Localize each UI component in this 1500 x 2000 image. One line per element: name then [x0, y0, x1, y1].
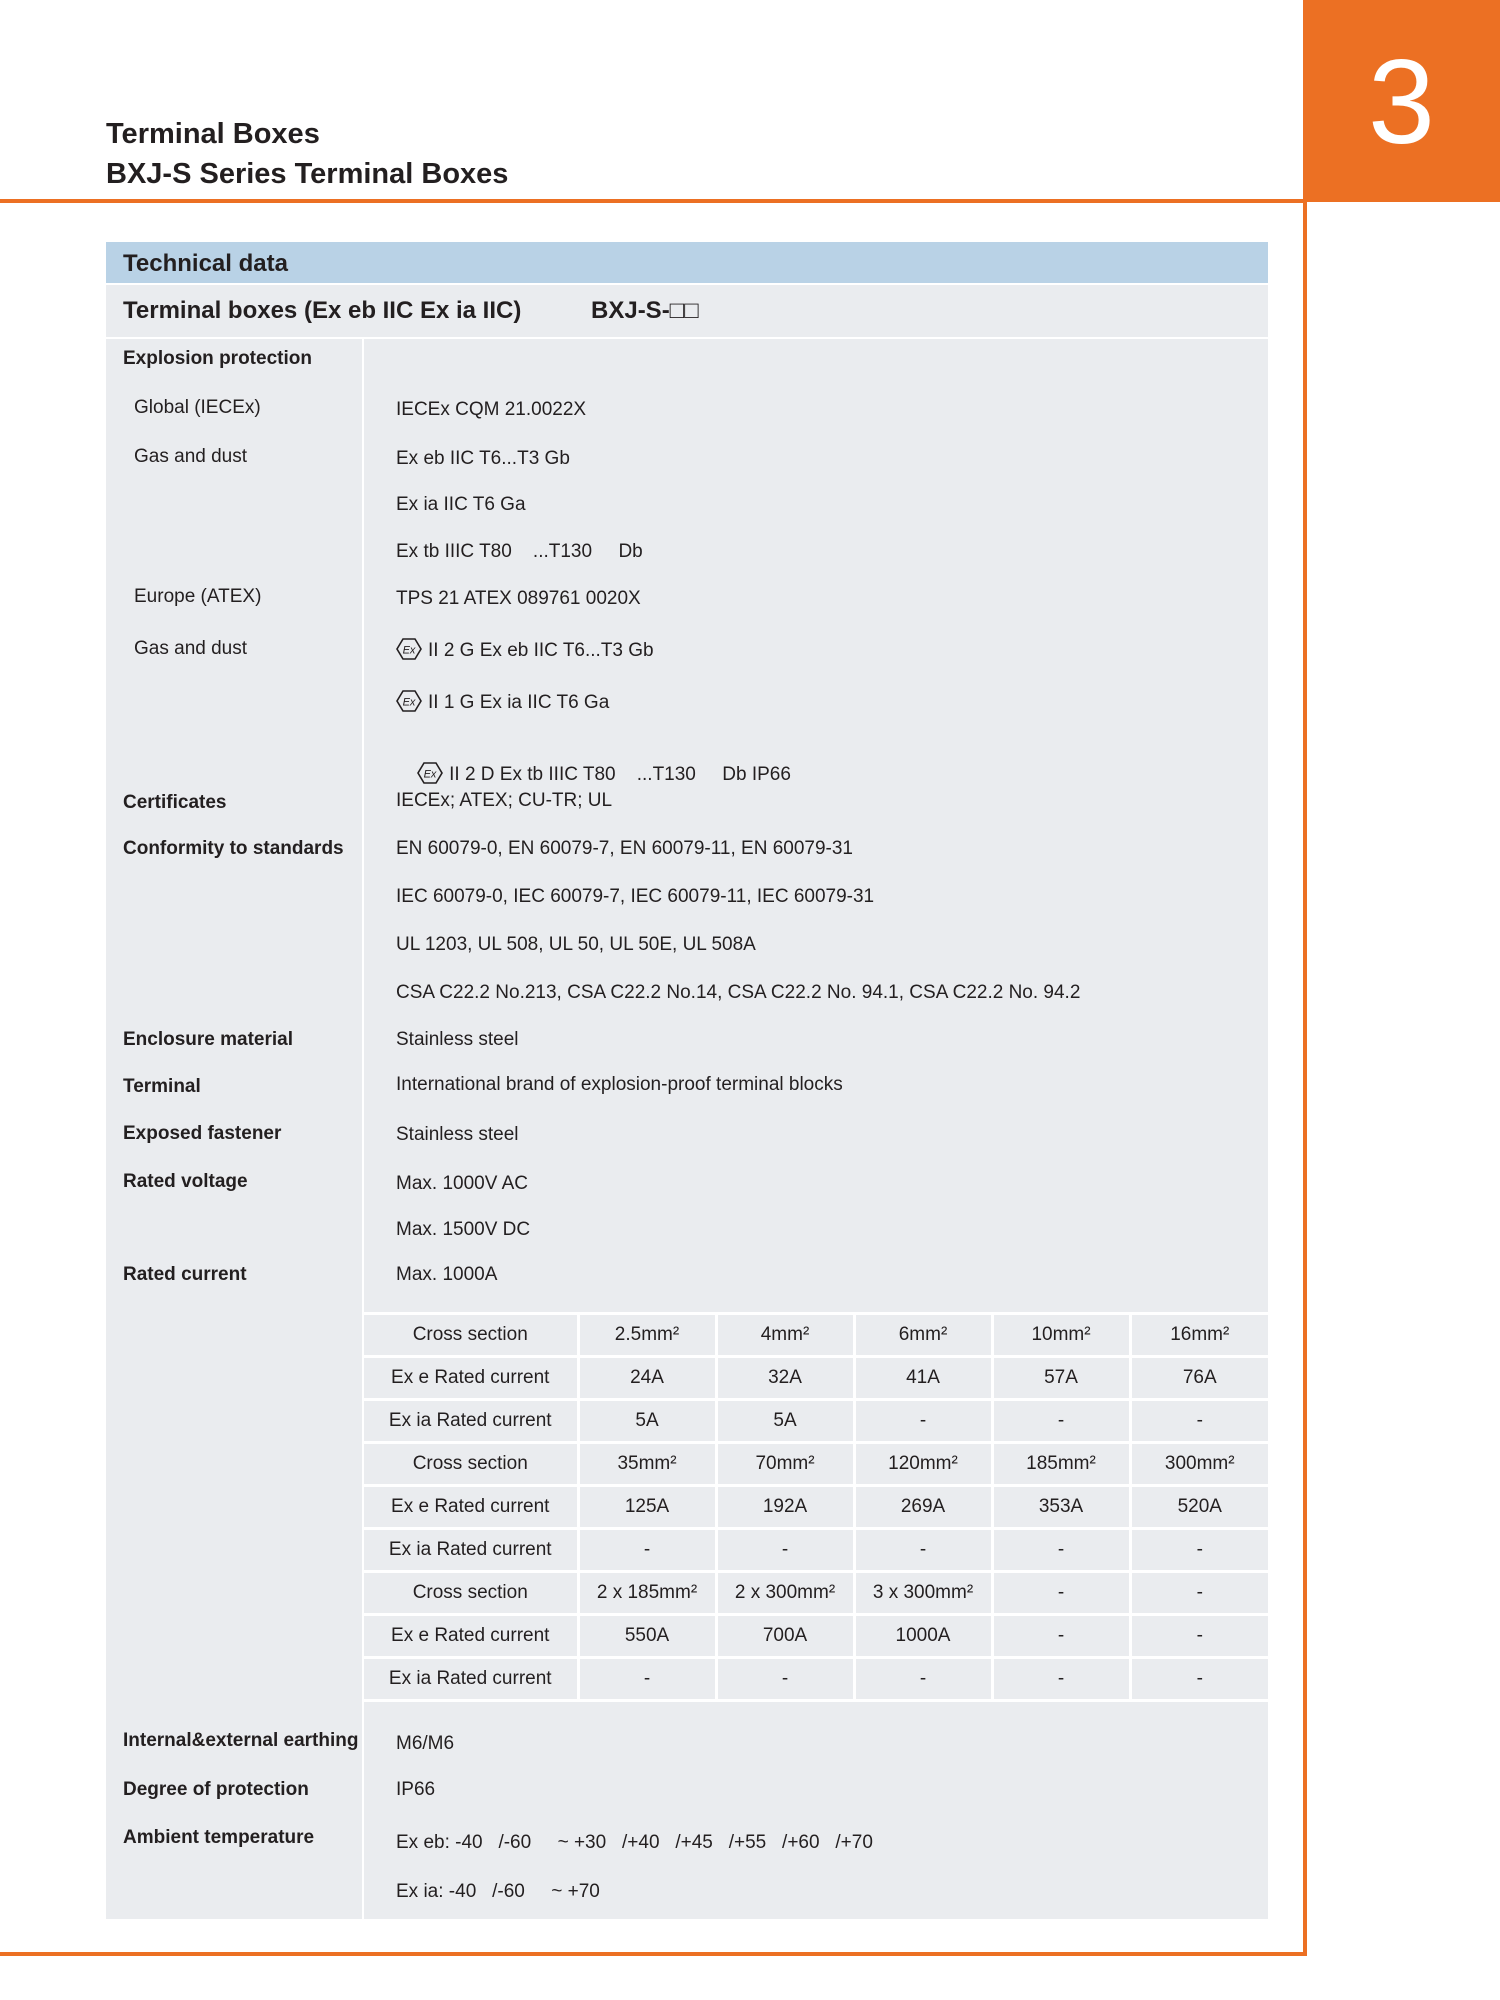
label-europe-atex: Europe (ATEX) — [134, 586, 262, 607]
table-row-header: Ex e Rated current — [364, 1615, 578, 1658]
table-cell: - — [854, 1658, 992, 1701]
value-iecex-certificate: IECEx CQM 21.0022X — [396, 399, 587, 420]
table-cell: - — [1130, 1400, 1268, 1443]
value-standard-ul: UL 1203, UL 508, UL 50, UL 50E, UL 508A — [396, 934, 756, 955]
ex-hexagon-icon — [396, 638, 422, 660]
table-cell: 185mm² — [992, 1443, 1130, 1486]
label-rated-voltage: Rated voltage — [123, 1171, 248, 1192]
label-degree-of-protection: Degree of protection — [123, 1779, 309, 1800]
technical-data-panel — [106, 242, 1268, 1919]
table-cell: 76A — [1130, 1357, 1268, 1400]
page-title-line2: BXJ-S Series Terminal Boxes — [106, 158, 509, 190]
table-cell: 6mm² — [854, 1314, 992, 1357]
table-cell: 5A — [716, 1400, 854, 1443]
table-cell: 2 x 300mm² — [716, 1572, 854, 1615]
table-row-header: Cross section — [364, 1572, 578, 1615]
table-cell: - — [992, 1615, 1130, 1658]
value-terminal: International brand of explosion-proof terminal blocks — [396, 1074, 843, 1095]
table-row — [364, 1572, 1268, 1615]
value-atex-marking-3: II 2 D Ex tb IIIC T80 ...T130 Db IP66 — [449, 764, 791, 785]
ex-hexagon-icon — [396, 690, 422, 712]
product-subheading: Terminal boxes (Ex eb IIC Ex ia IIC) — [123, 297, 522, 324]
value-exposed-fastener: Stainless steel — [396, 1124, 519, 1145]
table-row — [364, 1529, 1268, 1572]
table-cell: - — [578, 1529, 716, 1572]
table-cell: 1000A — [854, 1615, 992, 1658]
table-row — [364, 1658, 1268, 1701]
table-row — [364, 1615, 1268, 1658]
label-ambient-temperature: Ambient temperature — [123, 1827, 315, 1848]
table-row-header: Cross section — [364, 1443, 578, 1486]
product-subheading-band — [106, 285, 1268, 337]
technical-data-heading: Technical data — [123, 250, 288, 277]
table-row — [364, 1314, 1268, 1357]
atex-marking-2 — [396, 690, 609, 714]
table-row-header: Ex ia Rated current — [364, 1529, 578, 1572]
value-atex-certificate: TPS 21 ATEX 089761 0020X — [396, 588, 641, 609]
table-cell: 125A — [578, 1486, 716, 1529]
label-rated-current: Rated current — [123, 1264, 247, 1285]
table-row — [364, 1486, 1268, 1529]
value-standard-csa: CSA C22.2 No.213, CSA C22.2 No.14, CSA C22.2 No. 94.1, CSA C22.2 No. 94.2 — [396, 982, 1081, 1003]
label-certificates: Certificates — [123, 792, 227, 813]
technical-data-heading-band — [106, 242, 1268, 283]
value-certificates: IECEx; ATEX; CU-TR; UL — [396, 790, 613, 811]
table-cell: 3 x 300mm² — [854, 1572, 992, 1615]
value-iecex-marking-1: Ex eb IIC T6...T3 Gb — [396, 448, 570, 469]
table-cell: - — [1130, 1615, 1268, 1658]
svg-text:Ex: Ex — [402, 644, 416, 657]
table-row-header: Ex ia Rated current — [364, 1658, 578, 1701]
table-cell: - — [578, 1658, 716, 1701]
value-standard-iec: IEC 60079-0, IEC 60079-7, IEC 60079-11, IEC 60079-31 — [396, 886, 875, 907]
table-row-header: Cross section — [364, 1314, 578, 1357]
label-explosion-protection: Explosion protection — [123, 348, 312, 369]
value-rated-voltage-ac: Max. 1000V AC — [396, 1173, 529, 1194]
value-rated-current: Max. 1000A — [396, 1264, 498, 1285]
table-cell: - — [716, 1658, 854, 1701]
value-standard-en: EN 60079-0, EN 60079-7, EN 60079-11, EN 60079-31 — [396, 838, 854, 859]
value-enclosure-material: Stainless steel — [396, 1029, 519, 1050]
table-cell: 24A — [578, 1357, 716, 1400]
table-cell: 16mm² — [1130, 1314, 1268, 1357]
table-cell: 5A — [578, 1400, 716, 1443]
value-ambient-eb: Ex eb: -40 /-60 ~ +30 /+40 /+45 /+55 /+60 /+70 — [396, 1832, 873, 1853]
table-cell: - — [716, 1529, 854, 1572]
table-cell: - — [992, 1572, 1130, 1615]
table-cell: 57A — [992, 1357, 1130, 1400]
label-terminal: Terminal — [123, 1076, 201, 1097]
value-iecex-marking-3: Ex tb IIIC T80 ...T130 Db — [396, 541, 643, 562]
value-degree-of-protection: IP66 — [396, 1779, 436, 1800]
table-cell: 2.5mm² — [578, 1314, 716, 1357]
table-cell: 550A — [578, 1615, 716, 1658]
table-cell: 700A — [716, 1615, 854, 1658]
rated-current-table — [364, 1312, 1268, 1702]
value-atex-marking-2: II 1 G Ex ia IIC T6 Ga — [428, 692, 610, 713]
label-exposed-fastener: Exposed fastener — [123, 1123, 282, 1144]
svg-text:Ex: Ex — [402, 696, 416, 709]
table-row-header: Ex ia Rated current — [364, 1400, 578, 1443]
table-row-header: Ex e Rated current — [364, 1486, 578, 1529]
right-rule — [1303, 199, 1307, 1956]
table-cell: 269A — [854, 1486, 992, 1529]
table-cell: 192A — [716, 1486, 854, 1529]
table-cell: 10mm² — [992, 1314, 1130, 1357]
table-cell: 35mm² — [578, 1443, 716, 1486]
table-row — [364, 1443, 1268, 1486]
table-cell: - — [854, 1400, 992, 1443]
value-earthing: M6/M6 — [396, 1733, 455, 1754]
table-cell: - — [1130, 1572, 1268, 1615]
chapter-number: 3 — [1368, 35, 1435, 169]
table-cell: - — [854, 1529, 992, 1572]
table-cell: - — [992, 1529, 1130, 1572]
page-title — [106, 114, 508, 194]
ex-hexagon-icon — [417, 762, 443, 784]
chapter-tab — [1303, 0, 1500, 202]
table-cell: 520A — [1130, 1486, 1268, 1529]
table-cell: - — [992, 1658, 1130, 1701]
table-cell: 32A — [716, 1357, 854, 1400]
label-conformity: Conformity to standards — [123, 838, 344, 859]
table-cell: 300mm² — [1130, 1443, 1268, 1486]
table-row — [364, 1400, 1268, 1443]
table-cell: 120mm² — [854, 1443, 992, 1486]
table-cell: 4mm² — [716, 1314, 854, 1357]
table-cell: - — [992, 1400, 1130, 1443]
label-gas-dust-iecex: Gas and dust — [134, 446, 248, 467]
table-row — [364, 1357, 1268, 1400]
top-rule — [0, 199, 1307, 203]
atex-marking-1 — [396, 638, 654, 662]
bottom-rule — [0, 1952, 1307, 1956]
table-cell: 353A — [992, 1486, 1130, 1529]
product-model: BXJ-S-□□ — [591, 297, 699, 324]
label-global-iecex: Global (IECEx) — [134, 397, 261, 418]
svg-text:Ex: Ex — [423, 768, 437, 781]
table-cell: - — [1130, 1529, 1268, 1572]
label-enclosure-material: Enclosure material — [123, 1029, 294, 1050]
table-cell: 2 x 185mm² — [578, 1572, 716, 1615]
page-title-line1: Terminal Boxes — [106, 118, 320, 150]
table-cell: 41A — [854, 1357, 992, 1400]
table-row-header: Ex e Rated current — [364, 1357, 578, 1400]
value-rated-voltage-dc: Max. 1500V DC — [396, 1219, 531, 1240]
table-cell: 70mm² — [716, 1443, 854, 1486]
label-earthing: Internal&external earthing — [123, 1730, 359, 1751]
table-cell: - — [1130, 1658, 1268, 1701]
value-atex-marking-1: II 2 G Ex eb IIC T6...T3 Gb — [428, 640, 654, 661]
label-gas-dust-atex: Gas and dust — [134, 638, 248, 659]
value-ambient-ia: Ex ia: -40 /-60 ~ +70 — [396, 1881, 600, 1902]
value-iecex-marking-2: Ex ia IIC T6 Ga — [396, 494, 526, 515]
